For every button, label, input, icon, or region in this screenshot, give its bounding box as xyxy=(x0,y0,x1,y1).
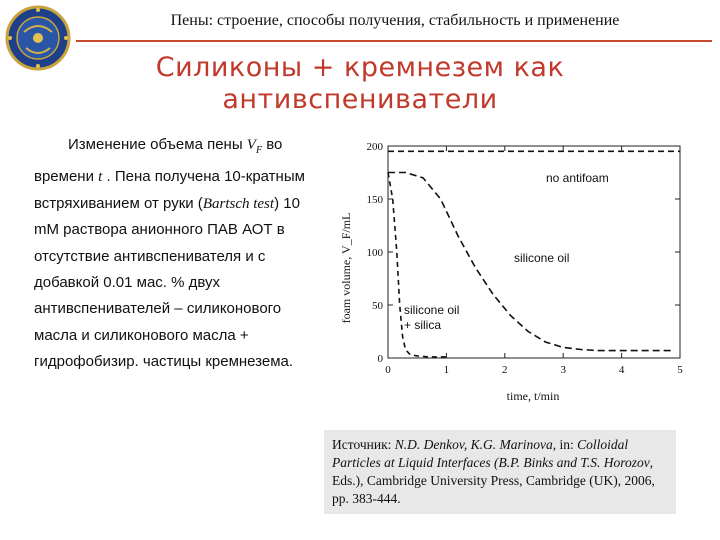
header-divider xyxy=(76,40,712,42)
y-tick-label: 50 xyxy=(372,300,383,312)
text-part-1: Изменение объема пены xyxy=(68,136,247,153)
slide-title-line-1: Силиконы + кремнезем как xyxy=(155,52,565,83)
source-authors: N.D. Denkov, K.G. Marinova xyxy=(394,437,553,452)
source-mid-1: , in: xyxy=(552,437,578,452)
slide-title xyxy=(120,52,600,116)
x-tick-label: 5 xyxy=(677,364,683,376)
symbol-v-subscript: F xyxy=(255,145,263,156)
x-tick-label: 1 xyxy=(443,364,450,376)
x-axis-label: time, t/min xyxy=(506,389,560,403)
x-tick-label: 2 xyxy=(502,364,508,376)
y-tick-label: 100 xyxy=(366,247,383,259)
y-tick-label: 150 xyxy=(366,194,383,206)
annotation-no-antifoam: no antifoam xyxy=(546,171,609,185)
reference-name: Bartsch test xyxy=(202,195,275,212)
source-citation xyxy=(324,430,676,514)
text-part-2: во времени xyxy=(34,136,283,186)
text-part-3: . Пена получена 10-кратным встряхиванием от руки ( xyxy=(34,168,305,212)
y-axis-label: foam volume, V_F/mL xyxy=(339,212,353,324)
source-book: Colloidal Particles at Liquid Interfaces (B.P. Binks and T.S. Horozov xyxy=(332,437,650,470)
annotation-silicone-oil: silicone oil xyxy=(514,251,570,265)
symbol-t: t xyxy=(98,169,103,186)
source-mid-2: , Eds.), Cambridge University Press, Cambridge (UK), 2006, pp. 383-444. xyxy=(332,455,655,506)
foam-volume-chart xyxy=(330,128,702,418)
annotation-silicone-oil-silica: silicone oil xyxy=(404,303,460,317)
symbol-v: V xyxy=(246,137,256,153)
x-tick-label: 0 xyxy=(385,364,391,376)
x-tick-label: 4 xyxy=(618,364,625,376)
slide-title-line-2: антивспениватели xyxy=(222,84,498,115)
chart-svg xyxy=(330,128,702,418)
header-bar xyxy=(0,0,720,44)
source-prefix: Источник: xyxy=(332,437,395,452)
y-tick-label: 0 xyxy=(377,353,383,365)
description-text xyxy=(34,132,324,376)
presentation-title: Пены: строение, способы получения, стабильность и применение xyxy=(170,12,620,29)
logo xyxy=(4,2,72,74)
x-tick-label: 3 xyxy=(560,364,566,376)
y-tick-label: 200 xyxy=(366,141,383,153)
annotation-plus-silica: + silica xyxy=(404,318,442,332)
text-part-4: ) 10 mM раствора анионного ПАВ АОТ в отсутствие антивспенивателя и с добавкой 0.01 мас. % двух антивспенивателей – силиконового масла и силиконового масла + гидрофобизир. частицы кремнезема. xyxy=(34,194,300,371)
